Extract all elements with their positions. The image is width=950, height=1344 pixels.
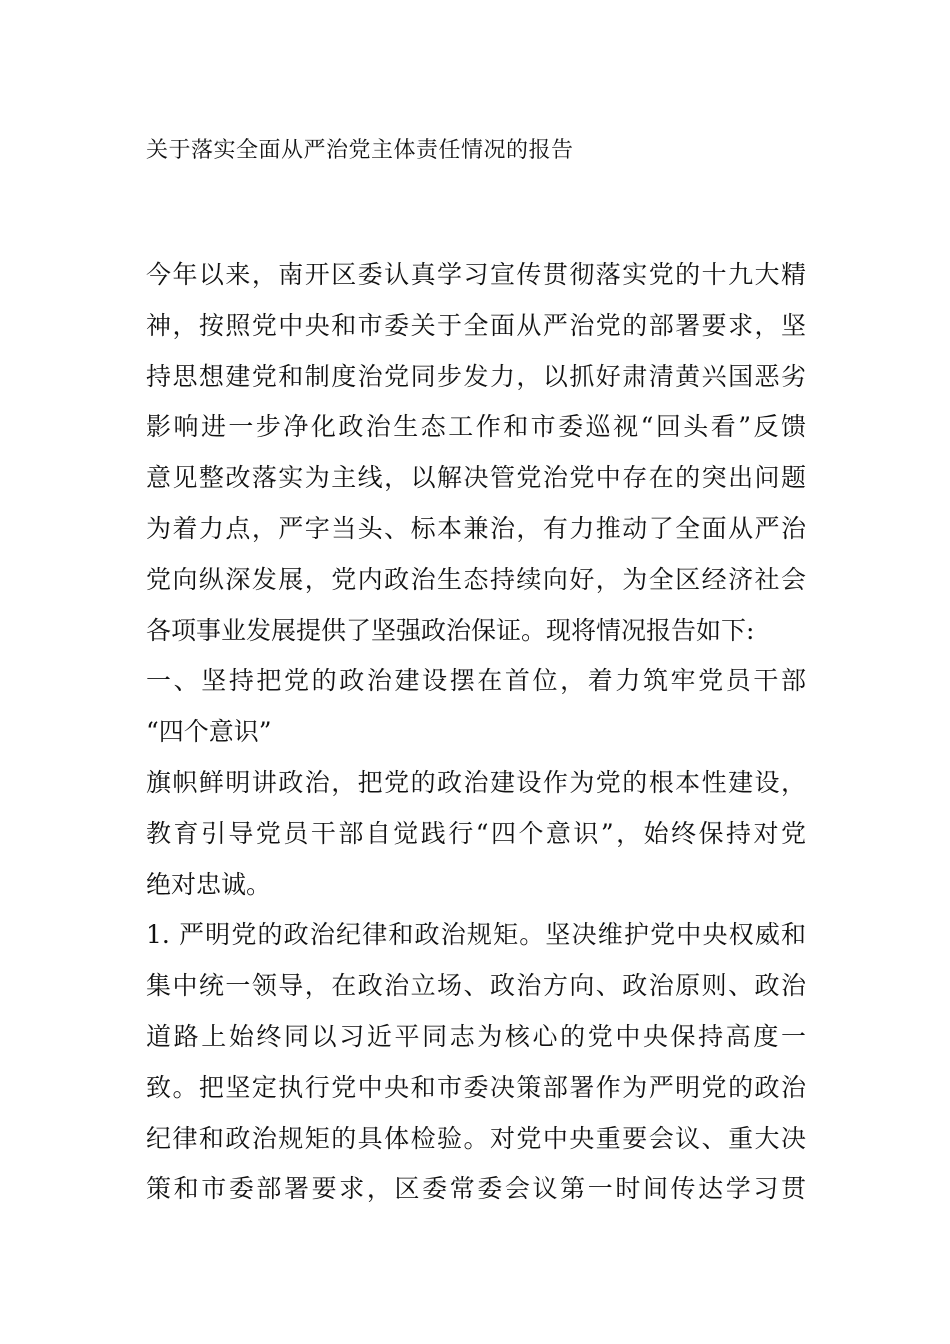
text-line: 绝对忠诚。 <box>146 869 272 899</box>
text-line: 意见整改落实为主线，以解决管党治党中存在的突出问题 <box>146 463 806 493</box>
text-line: 为着力点，严字当头、标本兼治，有力推动了全面从严治 <box>146 513 806 543</box>
text-line: 持思想建党和制度治党同步发力，以抓好肃清黄兴国恶劣 <box>146 361 806 391</box>
text-line: 集中统一领导，在政治立场、政治方向、政治原则、政治 <box>146 971 806 1001</box>
text-line: 1. 严明党的政治纪律和政治规矩。坚决维护党中央权威和 <box>146 920 806 950</box>
text-line: 旗帜鲜明讲政治，把党的政治建设作为党的根本性建设， <box>146 767 806 797</box>
document-title: 关于落实全面从严治党主体责任情况的报告 <box>146 138 574 163</box>
text-line: 教育引导党员干部自觉践行“四个意识”，始终保持对党 <box>146 818 806 848</box>
document-body <box>146 250 806 1215</box>
text-line: 影响进一步净化政治生态工作和市委巡视“回头看”反馈 <box>146 412 806 442</box>
text-line: 今年以来，南开区委认真学习宣传贯彻落实党的十九大精 <box>146 260 806 289</box>
text-line: 道路上始终同以习近平同志为核心的党中央保持高度一 <box>146 1021 806 1051</box>
text-line: 策和市委部署要求，区委常委会议第一时间传达学习贯 <box>146 1174 806 1204</box>
text-line: 各项事业发展提供了坚强政治保证。现将情况报告如下: <box>146 615 755 645</box>
text-line: 致。把坚定执行党中央和市委决策部署作为严明党的政治 <box>146 1072 806 1102</box>
text-line: 一、坚持把党的政治建设摆在首位，着力筑牢党员干部 <box>146 666 806 696</box>
text-line: 神，按照党中央和市委关于全面从严治党的部署要求，坚 <box>146 310 806 340</box>
text-line: “四个意识” <box>146 717 272 747</box>
text-line: 党向纵深发展，党内政治生态持续向好，为全区经济社会 <box>146 564 806 594</box>
text-line: 纪律和政治规矩的具体检验。对党中央重要会议、重大决 <box>146 1123 806 1153</box>
